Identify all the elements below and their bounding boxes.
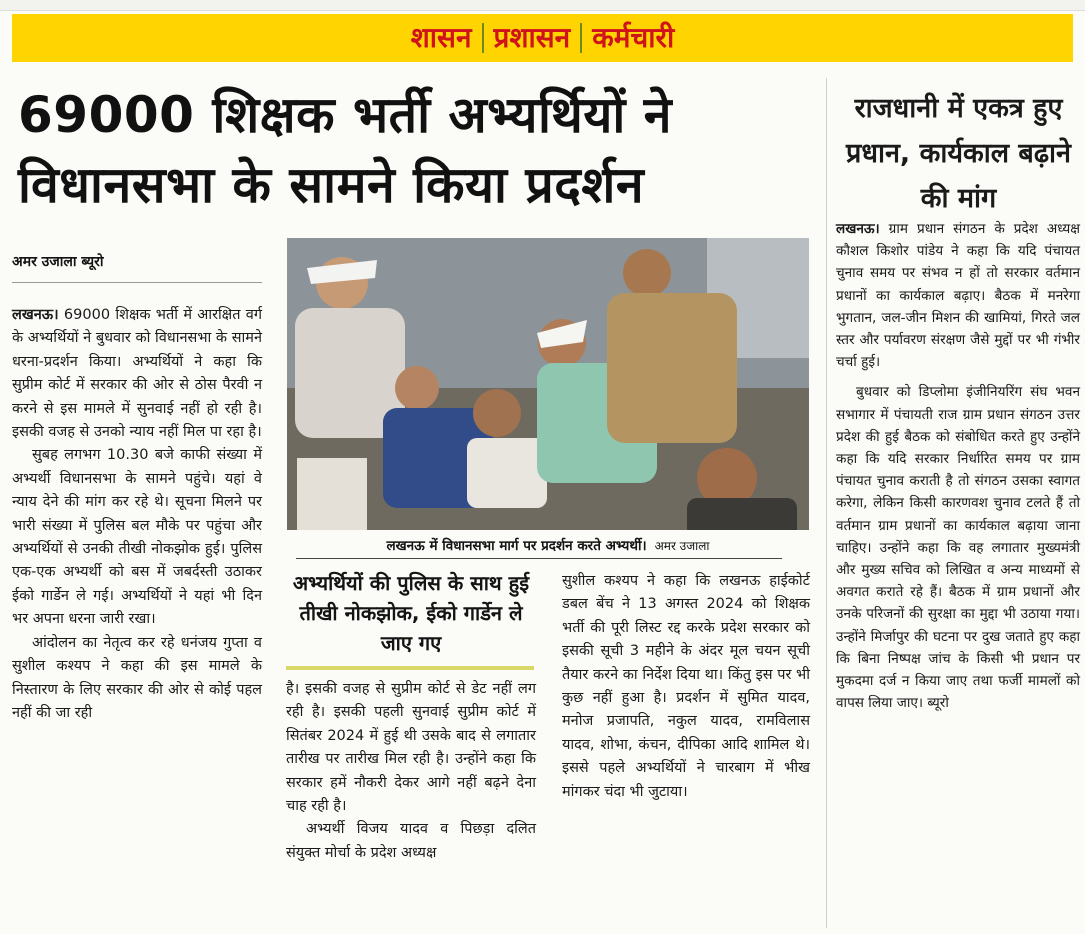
news-photo xyxy=(287,238,809,530)
paragraph xyxy=(836,218,1080,373)
paragraph: आंदोलन का नेतृत्व कर रहे धनंजय गुप्ता व सुशील कश्यप ने कहा की इस मामले के निस्तारण के लिए सरकार की ओर से कोई पहल नहीं की जा रही xyxy=(12,634,262,721)
paragraph: बुधवार को डिप्लोमा इंजीनियरिंग संघ भवन सभागार में पंचायती राज ग्राम प्रधान संगठन उत्तर प्रदेश की हुई बैठक को संबोधित करते हुए उन्होंने कहा कि यदि सरकार निर्धारित समय पर ग्राम पंचायत चुनाव कराती है तो संगठन उसका स्वागत करेगा, लेकिन किसी कारणवश चुनाव टलते हैं तो वर्तमान ग्राम प्रधानों का कार्यकाल बढ़ाया जाना चाहिए। उन्होंने कहा कि वह लगातार मुख्यमंत्री और मुख्य सचिव को लिखित व अन्य माध्यमों से अवगत कराते रहे हैं। बैठक में ग्राम प्रधानों और उनके परिजनों की सुरक्षा का मुद्दा भी उठाया गया। उन्होंने मिर्जापुर की घटना पर दुख जताते हुए कहा कि बिना निष्पक्ष जांच के किसी भी प्रधान पर मुकदमा दर्ज न किया जाए तथा फर्जी मामलों को वापस लिया जाए। ब्यूरो xyxy=(836,384,1080,712)
side-article-body xyxy=(836,218,1080,714)
paragraph xyxy=(12,304,262,444)
section-label-administration: प्रशासन xyxy=(493,21,571,54)
top-edge-strip xyxy=(0,0,1085,11)
banner-divider xyxy=(482,23,484,53)
side-article-headline: राजधानी में एकत्र हुए प्रधान, कार्यकाल बढ़ाने की मांग xyxy=(845,93,1072,214)
banner-divider xyxy=(580,23,582,53)
paragraph: सुशील कश्यप ने कहा कि लखनऊ हाईकोर्ट डबल बेंच ने 13 अगस्त 2024 को शिक्षक भर्ती की पूरी लिस्ट रद्द करके प्रदेश सरकार को इसकी सूची 3 महीने के अंदर मूल चयन सूची तैयार करने का निर्देश दिया था। किंतु इस पर भी कुछ नहीं हुआ है। प्रदर्शन में सुमित यादव, मनोज प्रजापति, नकुल यादव, रामविलास यादव, शोभा, कंचन, दीपिका आदि शामिल थे। इससे पहले अभ्यर्थियों ने चारबाग में भीख मांगकर चंदा भी जुटाया। xyxy=(562,573,810,800)
sub-headline: अभ्यर्थियों की पुलिस के साथ हुई तीखी नोकझोक, ईको गार्डेन ले जाए गए xyxy=(292,571,530,655)
photo-caption xyxy=(287,534,809,558)
caption-rule xyxy=(296,558,782,559)
paragraph-text: ग्राम प्रधान संगठन के प्रदेश अध्यक्ष कौशल किशोर पांडेय ने कहा कि यदि पंचायत चुनाव समय पर संभव न हों तो सरकार वर्तमान प्रधानों का कार्यकाल बढ़ाए। बैठक में मनरेगा भुगतान, जल-जीन मिशन की खामियां, गिरते जल स्तर और पर्यावरण संरक्षण जैसे मुद्दों पर भी गंभीर चर्चा हुई। xyxy=(836,221,1080,371)
main-headline xyxy=(18,80,818,220)
main-article-column-3 xyxy=(562,570,810,804)
byline-rule xyxy=(12,282,262,283)
column-divider xyxy=(826,78,827,928)
section-label-governance: शासन xyxy=(410,21,472,54)
main-article-column-2 xyxy=(286,678,536,865)
main-headline-line1: 69000 शिक्षक भर्ती अभ्यर्थियों ने xyxy=(18,86,672,144)
protest-photo-illustration xyxy=(287,238,809,530)
paragraph-text: 69000 शिक्षक भर्ती में आरक्षित वर्ग के अभ्यर्थियों ने बुधवार को विधानसभा के सामने धरना-प्रदर्शन किया। अभ्यर्थियों ने कहा कि सुप्रीम कोर्ट में सरकार की ओर से ठोस पैरवी न करने से इस मामले में सुनवाई नहीं हो रही है। इसकी वजह से उनको न्याय नहीं मिल पा रहा है। xyxy=(12,307,262,441)
main-headline-line2: विधानसभा के सामने किया प्रदर्शन xyxy=(18,156,645,214)
byline: अमर उजाला ब्यूरो xyxy=(12,254,104,270)
dateline: लखनऊ। xyxy=(836,221,880,237)
paragraph: है। इसकी वजह से सुप्रीम कोर्ट से डेट नहीं लग रही है। इसकी पहली सुनवाई सुप्रीम कोर्ट में सितंबर 2024 में हुई थी उसके बाद से लगातार तारीख पर तारीख मिल रही है। उन्होंने कहा कि सरकार हमें नौकरी देकर आगे नहीं बढ़ने देना चाह रही है। xyxy=(286,681,536,815)
main-article-column-1 xyxy=(12,304,262,725)
paragraph: अभ्यर्थी विजय यादव व पिछड़ा दलित संयुक्त मोर्चा के प्रदेश अध्यक्ष xyxy=(286,821,536,861)
dateline: लखनऊ। xyxy=(12,307,59,323)
sub-headline-rule xyxy=(286,666,534,670)
section-label-employees: कर्मचारी xyxy=(592,21,675,54)
paragraph: सुबह लगभग 10.30 बजे काफी संख्या में अभ्यर्थी विधानसभा के सामने पहुंचे। यहां वे न्याय देने की मांग कर रहे थे। सूचना मिलने पर भारी संख्या में पुलिस बल मौके पर पहुंचा और अभ्यर्थियों से उनकी तीखी नोकझोक हुई। पुलिस एक-एक अभ्यर्थी को बस में जबर्दस्ती उठाकर ईको गार्डेन ले गई। अभ्यर्थियों ने यहां भी दिन भर अपना धरना जारी रखा। xyxy=(12,447,262,628)
section-banner xyxy=(12,14,1073,62)
photo-caption-text: लखनऊ में विधानसभा मार्ग पर प्रदर्शन करते अभ्यर्थी। xyxy=(386,538,647,554)
photo-credit: अमर उजाला xyxy=(654,539,710,553)
